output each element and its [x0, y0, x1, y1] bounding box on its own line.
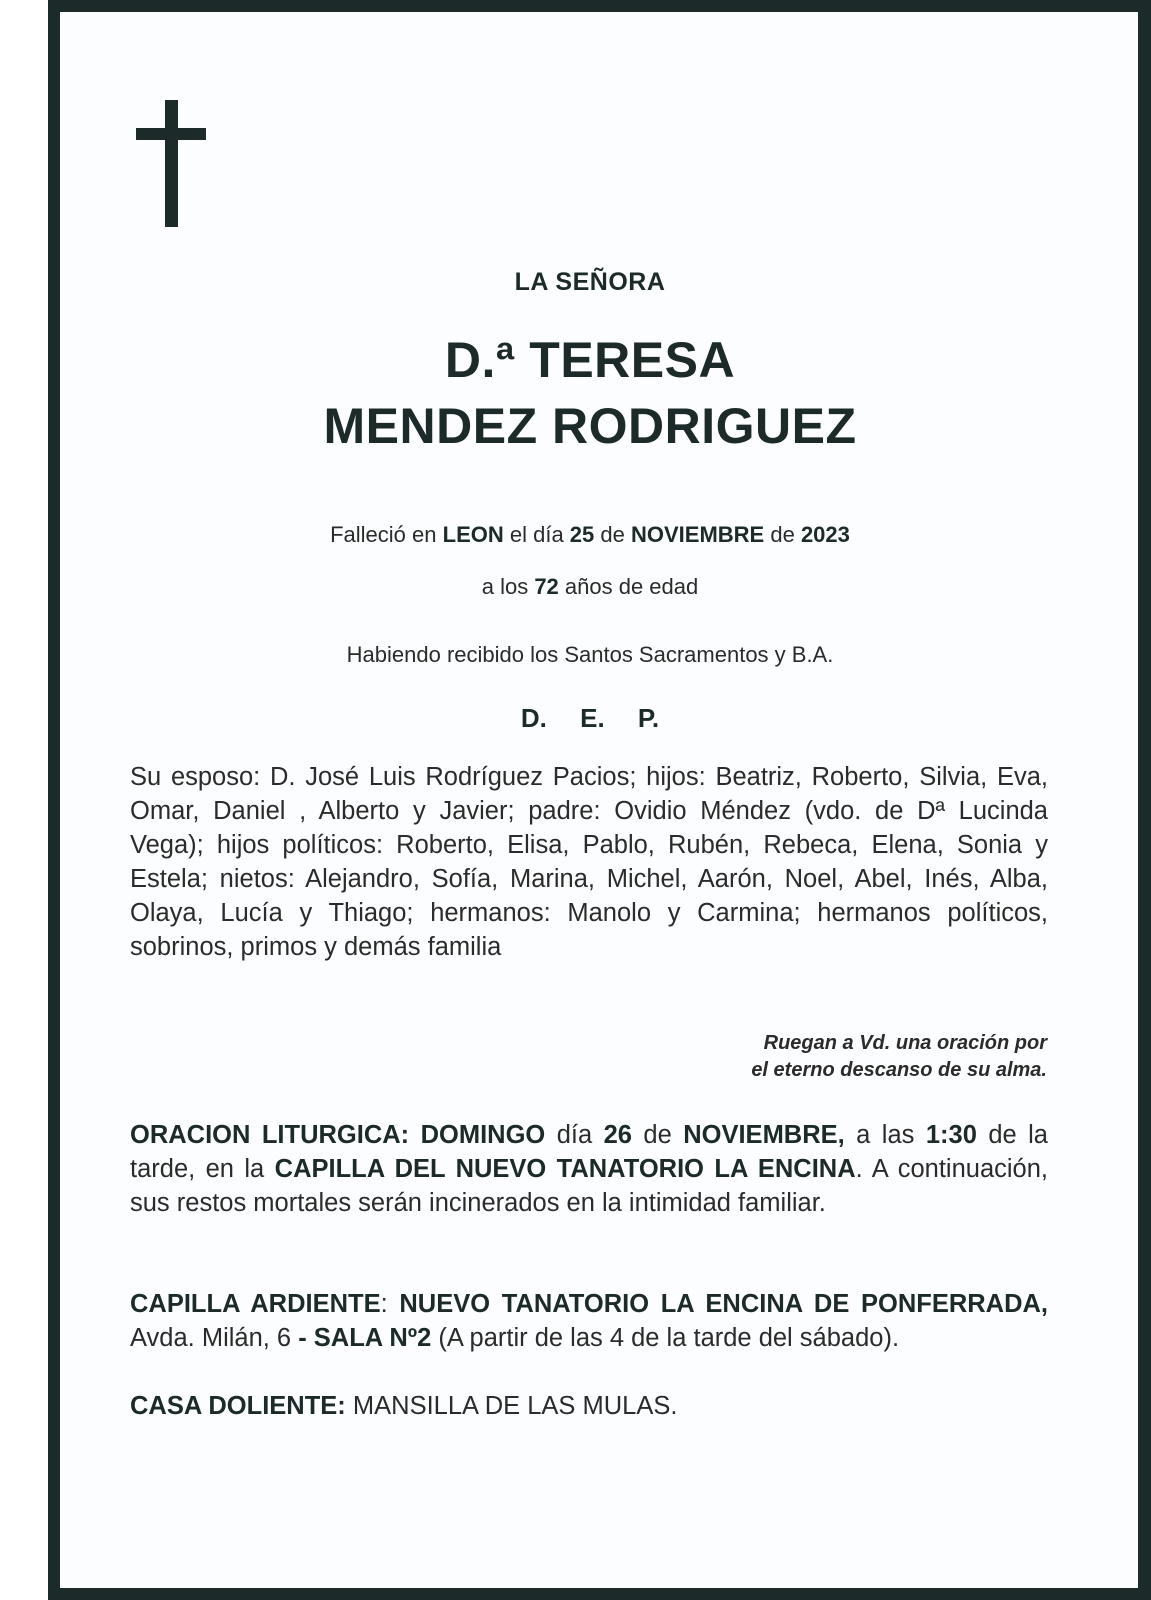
oracion-place: CAPILLA DEL NUEVO TANATORIO LA ENCINA: [274, 1155, 856, 1183]
casa-label: CASA DOLIENTE:: [130, 1392, 346, 1420]
liturgical-prayer-paragraph: [130, 1118, 1048, 1220]
capilla-room: SALA Nº2: [313, 1324, 432, 1352]
capilla-text: [307, 1324, 314, 1352]
oracion-day: 26: [603, 1121, 632, 1149]
sacraments-line: Habiendo recibido los Santos Sacramentos y B.A.: [346, 642, 834, 667]
deceased-name-line1: D.ª TERESA: [444, 332, 736, 388]
capilla-label: CAPILLA ARDIENTE: [130, 1290, 381, 1318]
casa-place: MANSILLA DE LAS MULAS.: [345, 1392, 678, 1420]
oracion-text: día: [545, 1121, 604, 1149]
age-info: [130, 573, 1050, 601]
oracion-month: NOVIEMBRE,: [683, 1121, 845, 1149]
oracion-text: a las: [844, 1121, 926, 1149]
oracion-time: 1:30: [925, 1121, 977, 1149]
cross-vertical-bar: [165, 100, 178, 227]
cross-icon: [136, 100, 206, 227]
prayer-request: [600, 1030, 1047, 1084]
death-month: NOVIEMBRE: [630, 522, 765, 547]
death-year: 2023: [800, 522, 850, 547]
oracion-text: de la tarde, en la: [130, 1121, 1048, 1183]
mourning-house-paragraph: [130, 1389, 1048, 1423]
funeral-chapel-paragraph: [130, 1287, 1048, 1355]
capilla-place: NUEVO TANATORIO LA ENCINA DE PONFERRADA,: [399, 1290, 1048, 1318]
death-info: [130, 521, 1050, 549]
death-text: el día: [503, 522, 570, 547]
death-text: de: [764, 522, 801, 547]
age-years: 72: [534, 574, 559, 599]
capilla-dash: -: [298, 1324, 307, 1352]
death-day: 25: [569, 522, 595, 547]
prayer-line1: Ruegan a Vd. una oración por: [763, 1032, 1047, 1054]
death-text: de: [594, 522, 631, 547]
dep-abbreviation: D. E. P.: [520, 703, 660, 733]
death-text: Falleció en: [330, 522, 443, 547]
deceased-name-line2: MENDEZ RODRIGUEZ: [323, 398, 857, 454]
capilla-address: Avda. Milán, 6: [130, 1324, 299, 1352]
cross-horizontal-bar: [136, 128, 206, 140]
age-text: a los: [481, 574, 535, 599]
oracion-label: ORACION LITURGICA: DOMINGO: [130, 1121, 546, 1149]
prayer-line2: el eterno descanso de su alma.: [751, 1059, 1047, 1081]
oracion-text: de: [631, 1121, 684, 1149]
age-text: años de edad: [558, 574, 699, 599]
intro-title: LA SEÑORA: [514, 268, 666, 296]
capilla-text: :: [380, 1290, 400, 1318]
capilla-hours: (A partir de las 4 de la tarde del sábado).: [431, 1324, 900, 1352]
family-paragraph: Su esposo: D. José Luis Rodríguez Pacios; hijos: Beatriz, Roberto, Silvia, Eva, Omar, Daniel , Alberto y Javier; padre: Ovidio Méndez (vdo. de Dª Lucinda Vega); hijos políticos: Roberto, Elisa, Pablo, Rubén, Rebeca, Elena, Sonia y Estela; nietos: Alejandro, Sofía, Marina, Michel, Aarón, Noel, Abel, Inés, Alba, Olaya, Lucía y Thiago; hermanos: Manolo y Carmina; hermanos políticos, sobrinos, primos y demás familia: [130, 763, 1048, 961]
oracion-text: . A continuación, sus restos mortales serán incinerados en la intimidad familiar.: [130, 1155, 1048, 1217]
death-place: LEON: [442, 522, 504, 547]
